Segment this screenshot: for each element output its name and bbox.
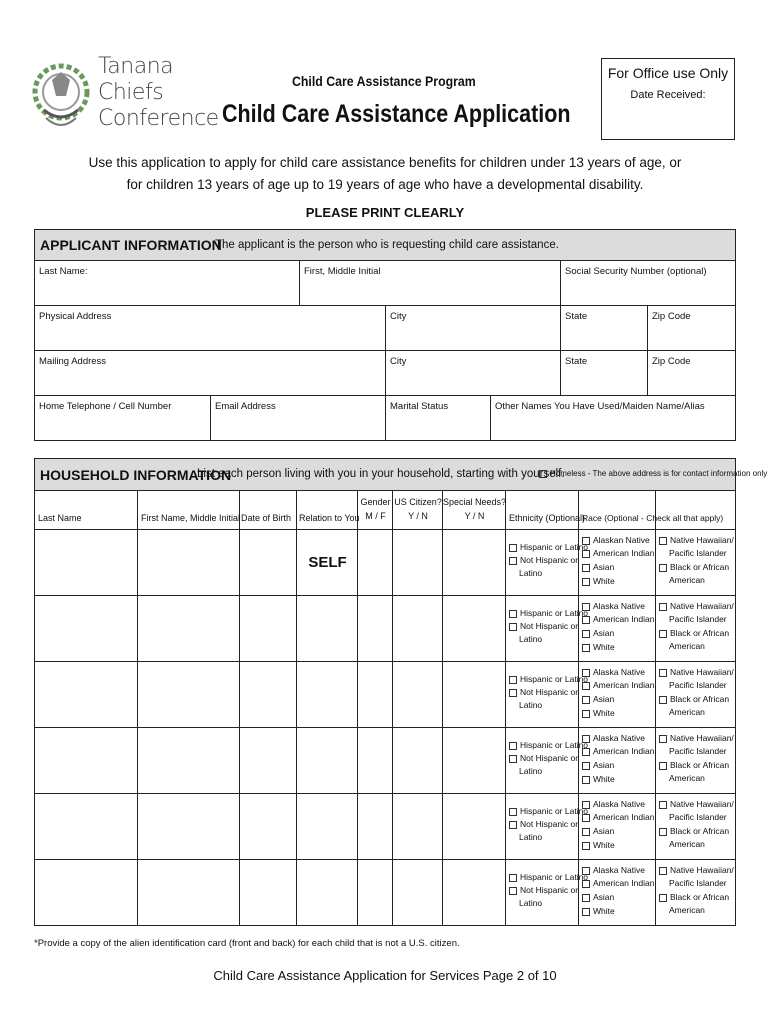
city-field-2[interactable]: [386, 351, 561, 396]
member-4-not-hispanic-cont: [509, 765, 542, 777]
member-1-not-hispanic[interactable]: [509, 554, 578, 566]
member-3-alaska-native-checkbox[interactable]: [582, 669, 590, 677]
member-3-alaska-native[interactable]: [582, 666, 645, 678]
member-1-asian-label: Asian: [593, 562, 615, 572]
member-6-asian[interactable]: [582, 891, 614, 903]
member-5-hawaiian-checkbox[interactable]: [659, 801, 667, 809]
member-1-hispanic-label: Hispanic or Latino: [520, 542, 589, 552]
member-1-gender-field[interactable]: [358, 530, 392, 595]
member-6-hispanic-checkbox[interactable]: [509, 874, 517, 882]
member-4-asian-checkbox[interactable]: [582, 762, 590, 770]
member-2-white-checkbox[interactable]: [582, 644, 590, 652]
member-1-black[interactable]: [659, 561, 729, 573]
member-5-white-checkbox[interactable]: [582, 842, 590, 850]
self-label: SELF: [308, 554, 347, 571]
member-4-black-cont-label: American: [669, 773, 705, 783]
member-5-hawaiian-label: Native Hawaiian/: [670, 799, 734, 809]
phone-field[interactable]: [35, 396, 211, 441]
col-header-ethnicity: Ethnicity (Optional): [509, 513, 586, 523]
member-4-white-label: White: [593, 774, 615, 784]
member-5-american-indian-checkbox[interactable]: [582, 814, 590, 822]
member-6-american-indian[interactable]: [582, 877, 654, 889]
member-1-black-cont: [659, 574, 705, 586]
household-section-title: HOUSEHOLD INFORMATION: [40, 467, 232, 483]
member-5-not-hispanic-cont: [509, 831, 542, 843]
member-3-hispanic[interactable]: [509, 673, 588, 685]
member-4-not-hispanic-label: Not Hispanic or: [520, 753, 579, 763]
zip-label-1: Zip Code: [652, 311, 691, 322]
member-3-black-cont: [659, 706, 705, 718]
member-1-hawaiian-label: Native Hawaiian/: [670, 535, 734, 545]
member-3-dob-field[interactable]: [240, 662, 296, 727]
household-table: [34, 490, 736, 926]
member-3-asian-label: Asian: [593, 694, 615, 704]
member-3-not-hispanic[interactable]: [509, 686, 578, 698]
member-3-first-name-field[interactable]: [138, 662, 239, 727]
col-header-relation: Relation to You: [299, 513, 360, 523]
ssn-field[interactable]: [561, 261, 736, 306]
col-header-first-name: First Name, Middle Initial: [141, 513, 241, 523]
city-field-1[interactable]: [386, 306, 561, 351]
member-1-white[interactable]: [582, 575, 615, 587]
member-4-gender-field[interactable]: [358, 728, 392, 793]
applicant-section-subtitle: The applicant is the person who is requesting child care assistance.: [215, 239, 559, 251]
member-4-hawaiian-checkbox[interactable]: [659, 735, 667, 743]
member-4-hispanic[interactable]: [509, 739, 588, 751]
member-1-not-hispanic-cont: [509, 567, 542, 579]
member-5-gender-field[interactable]: [358, 794, 392, 859]
intro-line-2: for children 13 years of age up to 19 years of age who have a developmental disability.: [126, 177, 644, 192]
member-2-black-checkbox[interactable]: [659, 630, 667, 638]
member-4-alaska-native-checkbox[interactable]: [582, 735, 590, 743]
member-2-black-cont-label: American: [669, 641, 705, 651]
intro-line-1: Use this application to apply for child care assistance benefits for children under 13 years of age, or: [88, 155, 682, 170]
member-2-relation-field[interactable]: [297, 596, 357, 661]
member-6-hawaiian-cont-label: Pacific Islander: [669, 878, 727, 888]
member-4-american-indian-label: American Indian: [593, 746, 655, 756]
member-2-hawaiian-checkbox[interactable]: [659, 603, 667, 611]
member-3-black-label: Black or African: [670, 694, 730, 704]
member-6-hispanic[interactable]: [509, 871, 588, 883]
member-5-hispanic-checkbox[interactable]: [509, 808, 517, 816]
member-2-hispanic-checkbox[interactable]: [509, 610, 517, 618]
member-3-black[interactable]: [659, 693, 729, 705]
member-6-not-hispanic-label: Not Hispanic or: [520, 885, 579, 895]
member-4-hawaiian-label: Native Hawaiian/: [670, 733, 734, 743]
member-5-dob-field[interactable]: [240, 794, 296, 859]
col-header-special-needs-values: Y / N: [464, 511, 485, 521]
member-2-hispanic-label: Hispanic or Latino: [520, 608, 589, 618]
member-3-hispanic-checkbox[interactable]: [509, 676, 517, 684]
member-5-not-hispanic[interactable]: [509, 818, 578, 830]
member-5-hawaiian-cont: [659, 811, 727, 823]
logo-text: [98, 54, 219, 132]
member-4-alaska-native-label: Alaska Native: [593, 733, 645, 743]
member-4-relation-field[interactable]: [297, 728, 357, 793]
col-header-gender-values: M / F: [365, 511, 386, 521]
member-1-hispanic[interactable]: [509, 541, 588, 553]
member-4-not-hispanic-cont-label: Latino: [519, 766, 543, 776]
applicant-section-title: APPLICANT INFORMATION: [40, 237, 222, 253]
member-2-american-indian-label: American Indian: [593, 614, 655, 624]
member-1-black-checkbox[interactable]: [659, 564, 667, 572]
member-4-first-name-field[interactable]: [138, 728, 239, 793]
member-3-not-hispanic-cont-label: Latino: [519, 700, 543, 710]
other-names-field[interactable]: [491, 396, 736, 441]
member-1-hispanic-checkbox[interactable]: [509, 544, 517, 552]
member-2-black-cont: [659, 640, 705, 652]
member-1-alaska-native[interactable]: [582, 534, 650, 546]
member-1-citizen-field[interactable]: [393, 530, 442, 595]
member-5-black[interactable]: [659, 825, 729, 837]
member-3-american-indian-checkbox[interactable]: [582, 682, 590, 690]
member-4-alaska-native[interactable]: [582, 732, 645, 744]
logo-line-2: Chiefs: [98, 80, 164, 105]
member-6-black-checkbox[interactable]: [659, 894, 667, 902]
member-2-last-name-field[interactable]: [35, 596, 137, 661]
member-4-not-hispanic-checkbox[interactable]: [509, 755, 517, 763]
member-5-alaska-native-checkbox[interactable]: [582, 801, 590, 809]
applicant-fields: [34, 260, 736, 441]
member-3-alaska-native-label: Alaska Native: [593, 667, 645, 677]
other-names-label: Other Names You Have Used/Maiden Name/Alias: [495, 401, 705, 412]
member-6-hispanic-label: Hispanic or Latino: [520, 872, 589, 882]
col-header-last-name: Last Name: [38, 513, 82, 523]
member-5-special-needs-field[interactable]: [443, 794, 505, 859]
member-2-asian-checkbox[interactable]: [582, 630, 590, 638]
member-6-citizen-field[interactable]: [393, 860, 442, 927]
household-section-header: [34, 458, 768, 490]
member-1-asian-checkbox[interactable]: [582, 564, 590, 572]
member-4-hawaiian-cont: [659, 745, 727, 757]
member-1-dob-field[interactable]: [240, 530, 296, 595]
member-6-black-cont-label: American: [669, 905, 705, 915]
member-6-asian-label: Asian: [593, 892, 615, 902]
member-6-black-cont: [659, 904, 705, 916]
member-1-american-indian[interactable]: [582, 547, 654, 559]
homeless-checkbox[interactable]: [539, 470, 547, 478]
ssn-label: Social Security Number (optional): [565, 266, 707, 277]
member-2-alaska-native-checkbox[interactable]: [582, 603, 590, 611]
member-5-citizen-field[interactable]: [393, 794, 442, 859]
member-4-black-label: Black or African: [670, 760, 730, 770]
member-6-hawaiian-cont: [659, 877, 727, 889]
member-5-black-cont: [659, 838, 705, 850]
member-2-white[interactable]: [582, 641, 615, 653]
email-label: Email Address: [215, 401, 276, 412]
member-6-first-name-field[interactable]: [138, 860, 239, 927]
member-5-black-cont-label: American: [669, 839, 705, 849]
member-2-gender-field[interactable]: [358, 596, 392, 661]
member-4-white[interactable]: [582, 773, 615, 785]
member-3-last-name-field[interactable]: [35, 662, 137, 727]
member-6-white-checkbox[interactable]: [582, 908, 590, 916]
member-2-not-hispanic-cont: [509, 633, 542, 645]
member-6-special-needs-field[interactable]: [443, 860, 505, 927]
member-5-white[interactable]: [582, 839, 615, 851]
member-6-not-hispanic-cont: [509, 897, 542, 909]
phone-label: Home Telephone / Cell Number: [39, 401, 172, 412]
member-5-alaska-native[interactable]: [582, 798, 645, 810]
member-5-hispanic[interactable]: [509, 805, 588, 817]
member-5-not-hispanic-checkbox[interactable]: [509, 821, 517, 829]
member-5-white-label: White: [593, 840, 615, 850]
last-name-label: Last Name:: [39, 266, 88, 277]
member-2-american-indian-checkbox[interactable]: [582, 616, 590, 624]
member-2-hawaiian[interactable]: [659, 600, 734, 612]
member-4-not-hispanic[interactable]: [509, 752, 578, 764]
col-header-gender: Gender: [360, 497, 391, 507]
applicant-section-header: [34, 229, 736, 260]
member-1-not-hispanic-checkbox[interactable]: [509, 557, 517, 565]
member-3-white-label: White: [593, 708, 615, 718]
member-2-hawaiian-label: Native Hawaiian/: [670, 601, 734, 611]
member-5-relation-field[interactable]: [297, 794, 357, 859]
member-3-hispanic-label: Hispanic or Latino: [520, 674, 589, 684]
zip-label-2: Zip Code: [652, 356, 691, 367]
member-2-special-needs-field[interactable]: [443, 596, 505, 661]
member-2-hawaiian-cont-label: Pacific Islander: [669, 614, 727, 624]
state-field-2[interactable]: [561, 351, 648, 396]
logo-line-3: Conference: [98, 106, 219, 131]
member-2-not-hispanic[interactable]: [509, 620, 578, 632]
member-1-alaska-native-checkbox[interactable]: [582, 537, 590, 545]
member-1-american-indian-checkbox[interactable]: [582, 550, 590, 558]
member-3-hawaiian-cont-label: Pacific Islander: [669, 680, 727, 690]
member-1-alaska-native-label: Alaskan Native: [593, 535, 650, 545]
member-4-dob-field[interactable]: [240, 728, 296, 793]
member-3-relation-field[interactable]: [297, 662, 357, 727]
member-4-american-indian[interactable]: [582, 745, 654, 757]
member-2-not-hispanic-checkbox[interactable]: [509, 623, 517, 631]
member-6-not-hispanic[interactable]: [509, 884, 578, 896]
logo-line-1: Tanana: [98, 54, 174, 79]
member-3-not-hispanic-label: Not Hispanic or: [520, 687, 579, 697]
member-4-black[interactable]: [659, 759, 729, 771]
member-3-white[interactable]: [582, 707, 615, 719]
member-2-asian[interactable]: [582, 627, 614, 639]
member-3-special-needs-field[interactable]: [443, 662, 505, 727]
member-3-not-hispanic-cont: [509, 699, 542, 711]
member-3-hawaiian-checkbox[interactable]: [659, 669, 667, 677]
physical-address-label: Physical Address: [39, 311, 112, 322]
member-1-black-cont-label: American: [669, 575, 705, 585]
program-name: Child Care Assistance Program: [292, 73, 476, 89]
member-6-hawaiian[interactable]: [659, 864, 734, 876]
member-2-citizen-field[interactable]: [393, 596, 442, 661]
city-label-2: City: [390, 356, 407, 367]
member-3-hawaiian-cont: [659, 679, 727, 691]
member-2-american-indian[interactable]: [582, 613, 654, 625]
member-6-white-label: White: [593, 906, 615, 916]
member-1-black-label: Black or African: [670, 562, 730, 572]
member-5-last-name-field[interactable]: [35, 794, 137, 859]
member-5-american-indian-label: American Indian: [593, 812, 655, 822]
member-1-asian[interactable]: [582, 561, 614, 573]
member-5-hispanic-label: Hispanic or Latino: [520, 806, 589, 816]
member-5-black-label: Black or African: [670, 826, 730, 836]
member-3-black-checkbox[interactable]: [659, 696, 667, 704]
page-title: Child Care Assistance Application: [222, 100, 571, 128]
col-header-special-needs: Special Needs?: [443, 497, 507, 507]
member-1-american-indian-label: American Indian: [593, 548, 655, 558]
member-2-black[interactable]: [659, 627, 729, 639]
member-2-hawaiian-cont: [659, 613, 727, 625]
print-clearly-note: PLEASE PRINT CLEARLY: [305, 205, 465, 220]
member-2-not-hispanic-cont-label: Latino: [519, 634, 543, 644]
member-2-dob-field[interactable]: [240, 596, 296, 661]
member-3-asian-checkbox[interactable]: [582, 696, 590, 704]
col-header-race: Race (Optional - Check all that apply): [582, 513, 724, 523]
member-6-alaska-native-checkbox[interactable]: [582, 867, 590, 875]
member-4-hawaiian-cont-label: Pacific Islander: [669, 746, 727, 756]
member-3-citizen-field[interactable]: [393, 662, 442, 727]
office-use-title: For Office use Only: [607, 65, 729, 81]
member-6-relation-field[interactable]: [297, 860, 357, 927]
member-6-hawaiian-label: Native Hawaiian/: [670, 865, 734, 875]
state-field-1[interactable]: [561, 306, 648, 351]
member-5-asian-label: Asian: [593, 826, 615, 836]
email-field[interactable]: [211, 396, 386, 441]
member-5-asian[interactable]: [582, 825, 614, 837]
member-4-black-checkbox[interactable]: [659, 762, 667, 770]
member-1-hawaiian-checkbox[interactable]: [659, 537, 667, 545]
household-section-subtitle: List each person living with you in your household, starting with yourself.: [197, 468, 565, 480]
member-1-first-name-field[interactable]: [138, 530, 239, 595]
page-footer: Child Care Assistance Application for Services Page 2 of 10: [213, 968, 557, 983]
member-5-asian-checkbox[interactable]: [582, 828, 590, 836]
member-3-american-indian-label: American Indian: [593, 680, 655, 690]
member-1-special-needs-field[interactable]: [443, 530, 505, 595]
last-name-field[interactable]: [35, 261, 300, 306]
first-middle-label: First, Middle Initial: [304, 266, 381, 277]
member-3-gender-field[interactable]: [358, 662, 392, 727]
mailing-address-label: Mailing Address: [39, 356, 107, 367]
state-label-2: State: [565, 356, 588, 367]
member-5-not-hispanic-label: Not Hispanic or: [520, 819, 579, 829]
zip-field-2[interactable]: [648, 351, 736, 396]
member-2-hispanic[interactable]: [509, 607, 588, 619]
member-6-alaska-native[interactable]: [582, 864, 645, 876]
member-6-hawaiian-checkbox[interactable]: [659, 867, 667, 875]
member-4-asian[interactable]: [582, 759, 614, 771]
member-1-hawaiian-cont-label: Pacific Islander: [669, 548, 727, 558]
member-6-alaska-native-label: Alaska Native: [593, 865, 645, 875]
member-4-white-checkbox[interactable]: [582, 776, 590, 784]
member-6-black-label: Black or African: [670, 892, 730, 902]
member-2-alaska-native[interactable]: [582, 600, 645, 612]
member-4-hawaiian[interactable]: [659, 732, 734, 744]
member-1-white-checkbox[interactable]: [582, 578, 590, 586]
member-5-hawaiian-cont-label: Pacific Islander: [669, 812, 727, 822]
member-2-black-label: Black or African: [670, 628, 730, 638]
member-6-gender-field[interactable]: [358, 860, 392, 927]
city-label-1: City: [390, 311, 407, 322]
member-2-asian-label: Asian: [593, 628, 615, 638]
member-1-not-hispanic-cont-label: Latino: [519, 568, 543, 578]
member-1-last-name-field[interactable]: [35, 530, 137, 595]
member-6-american-indian-label: American Indian: [593, 878, 655, 888]
member-4-hispanic-label: Hispanic or Latino: [520, 740, 589, 750]
member-2-alaska-native-label: Alaska Native: [593, 601, 645, 611]
member-3-white-checkbox[interactable]: [582, 710, 590, 718]
member-5-hawaiian[interactable]: [659, 798, 734, 810]
member-6-american-indian-checkbox[interactable]: [582, 880, 590, 888]
member-4-last-name-field[interactable]: [35, 728, 137, 793]
member-4-black-cont: [659, 772, 705, 784]
member-2-not-hispanic-label: Not Hispanic or: [520, 621, 579, 631]
marital-status-label: Marital Status: [390, 401, 449, 412]
member-5-alaska-native-label: Alaska Native: [593, 799, 645, 809]
mailing-address-field[interactable]: [35, 351, 386, 396]
member-5-black-checkbox[interactable]: [659, 828, 667, 836]
member-5-not-hispanic-cont-label: Latino: [519, 832, 543, 842]
marital-status-field[interactable]: [386, 396, 491, 441]
col-header-citizen: US Citizen?: [394, 497, 442, 507]
member-1-not-hispanic-label: Not Hispanic or: [520, 555, 579, 565]
member-6-white[interactable]: [582, 905, 615, 917]
footnote: *Provide a copy of the alien identification card (front and back) for each child that is not a U.S. citizen.: [34, 938, 460, 949]
member-2-white-label: White: [593, 642, 615, 652]
member-1-white-label: White: [593, 576, 615, 586]
member-3-asian[interactable]: [582, 693, 614, 705]
member-3-hawaiian-label: Native Hawaiian/: [670, 667, 734, 677]
member-4-special-needs-field[interactable]: [443, 728, 505, 793]
member-1-hawaiian-cont: [659, 547, 727, 559]
member-3-black-cont-label: American: [669, 707, 705, 717]
member-6-not-hispanic-checkbox[interactable]: [509, 887, 517, 895]
homeless-option[interactable]: [539, 469, 767, 478]
physical-address-field[interactable]: [35, 306, 386, 351]
member-4-citizen-field[interactable]: [393, 728, 442, 793]
member-6-not-hispanic-cont-label: Latino: [519, 898, 543, 908]
member-3-hawaiian[interactable]: [659, 666, 734, 678]
date-received-label: Date Received:: [630, 89, 706, 101]
homeless-label: Homeless - The above address is for contact information only: [550, 469, 768, 478]
member-3-american-indian[interactable]: [582, 679, 654, 691]
member-6-asian-checkbox[interactable]: [582, 894, 590, 902]
member-3-not-hispanic-checkbox[interactable]: [509, 689, 517, 697]
logo-emblem-icon: [30, 52, 92, 138]
state-label-1: State: [565, 311, 588, 322]
member-5-american-indian[interactable]: [582, 811, 654, 823]
member-1-hawaiian[interactable]: [659, 534, 734, 546]
col-header-citizen-values: Y / N: [408, 511, 428, 521]
member-5-first-name-field[interactable]: [138, 794, 239, 859]
member-2-first-name-field[interactable]: [138, 596, 239, 661]
office-use-box: [601, 58, 735, 140]
zip-field-1[interactable]: [648, 306, 736, 351]
col-header-dob: Date of Birth: [241, 513, 292, 523]
member-6-dob-field[interactable]: [240, 860, 296, 927]
member-6-black[interactable]: [659, 891, 729, 903]
member-4-american-indian-checkbox[interactable]: [582, 748, 590, 756]
member-4-asian-label: Asian: [593, 760, 615, 770]
member-4-hispanic-checkbox[interactable]: [509, 742, 517, 750]
member-6-last-name-field[interactable]: [35, 860, 137, 927]
first-middle-field[interactable]: [300, 261, 561, 306]
